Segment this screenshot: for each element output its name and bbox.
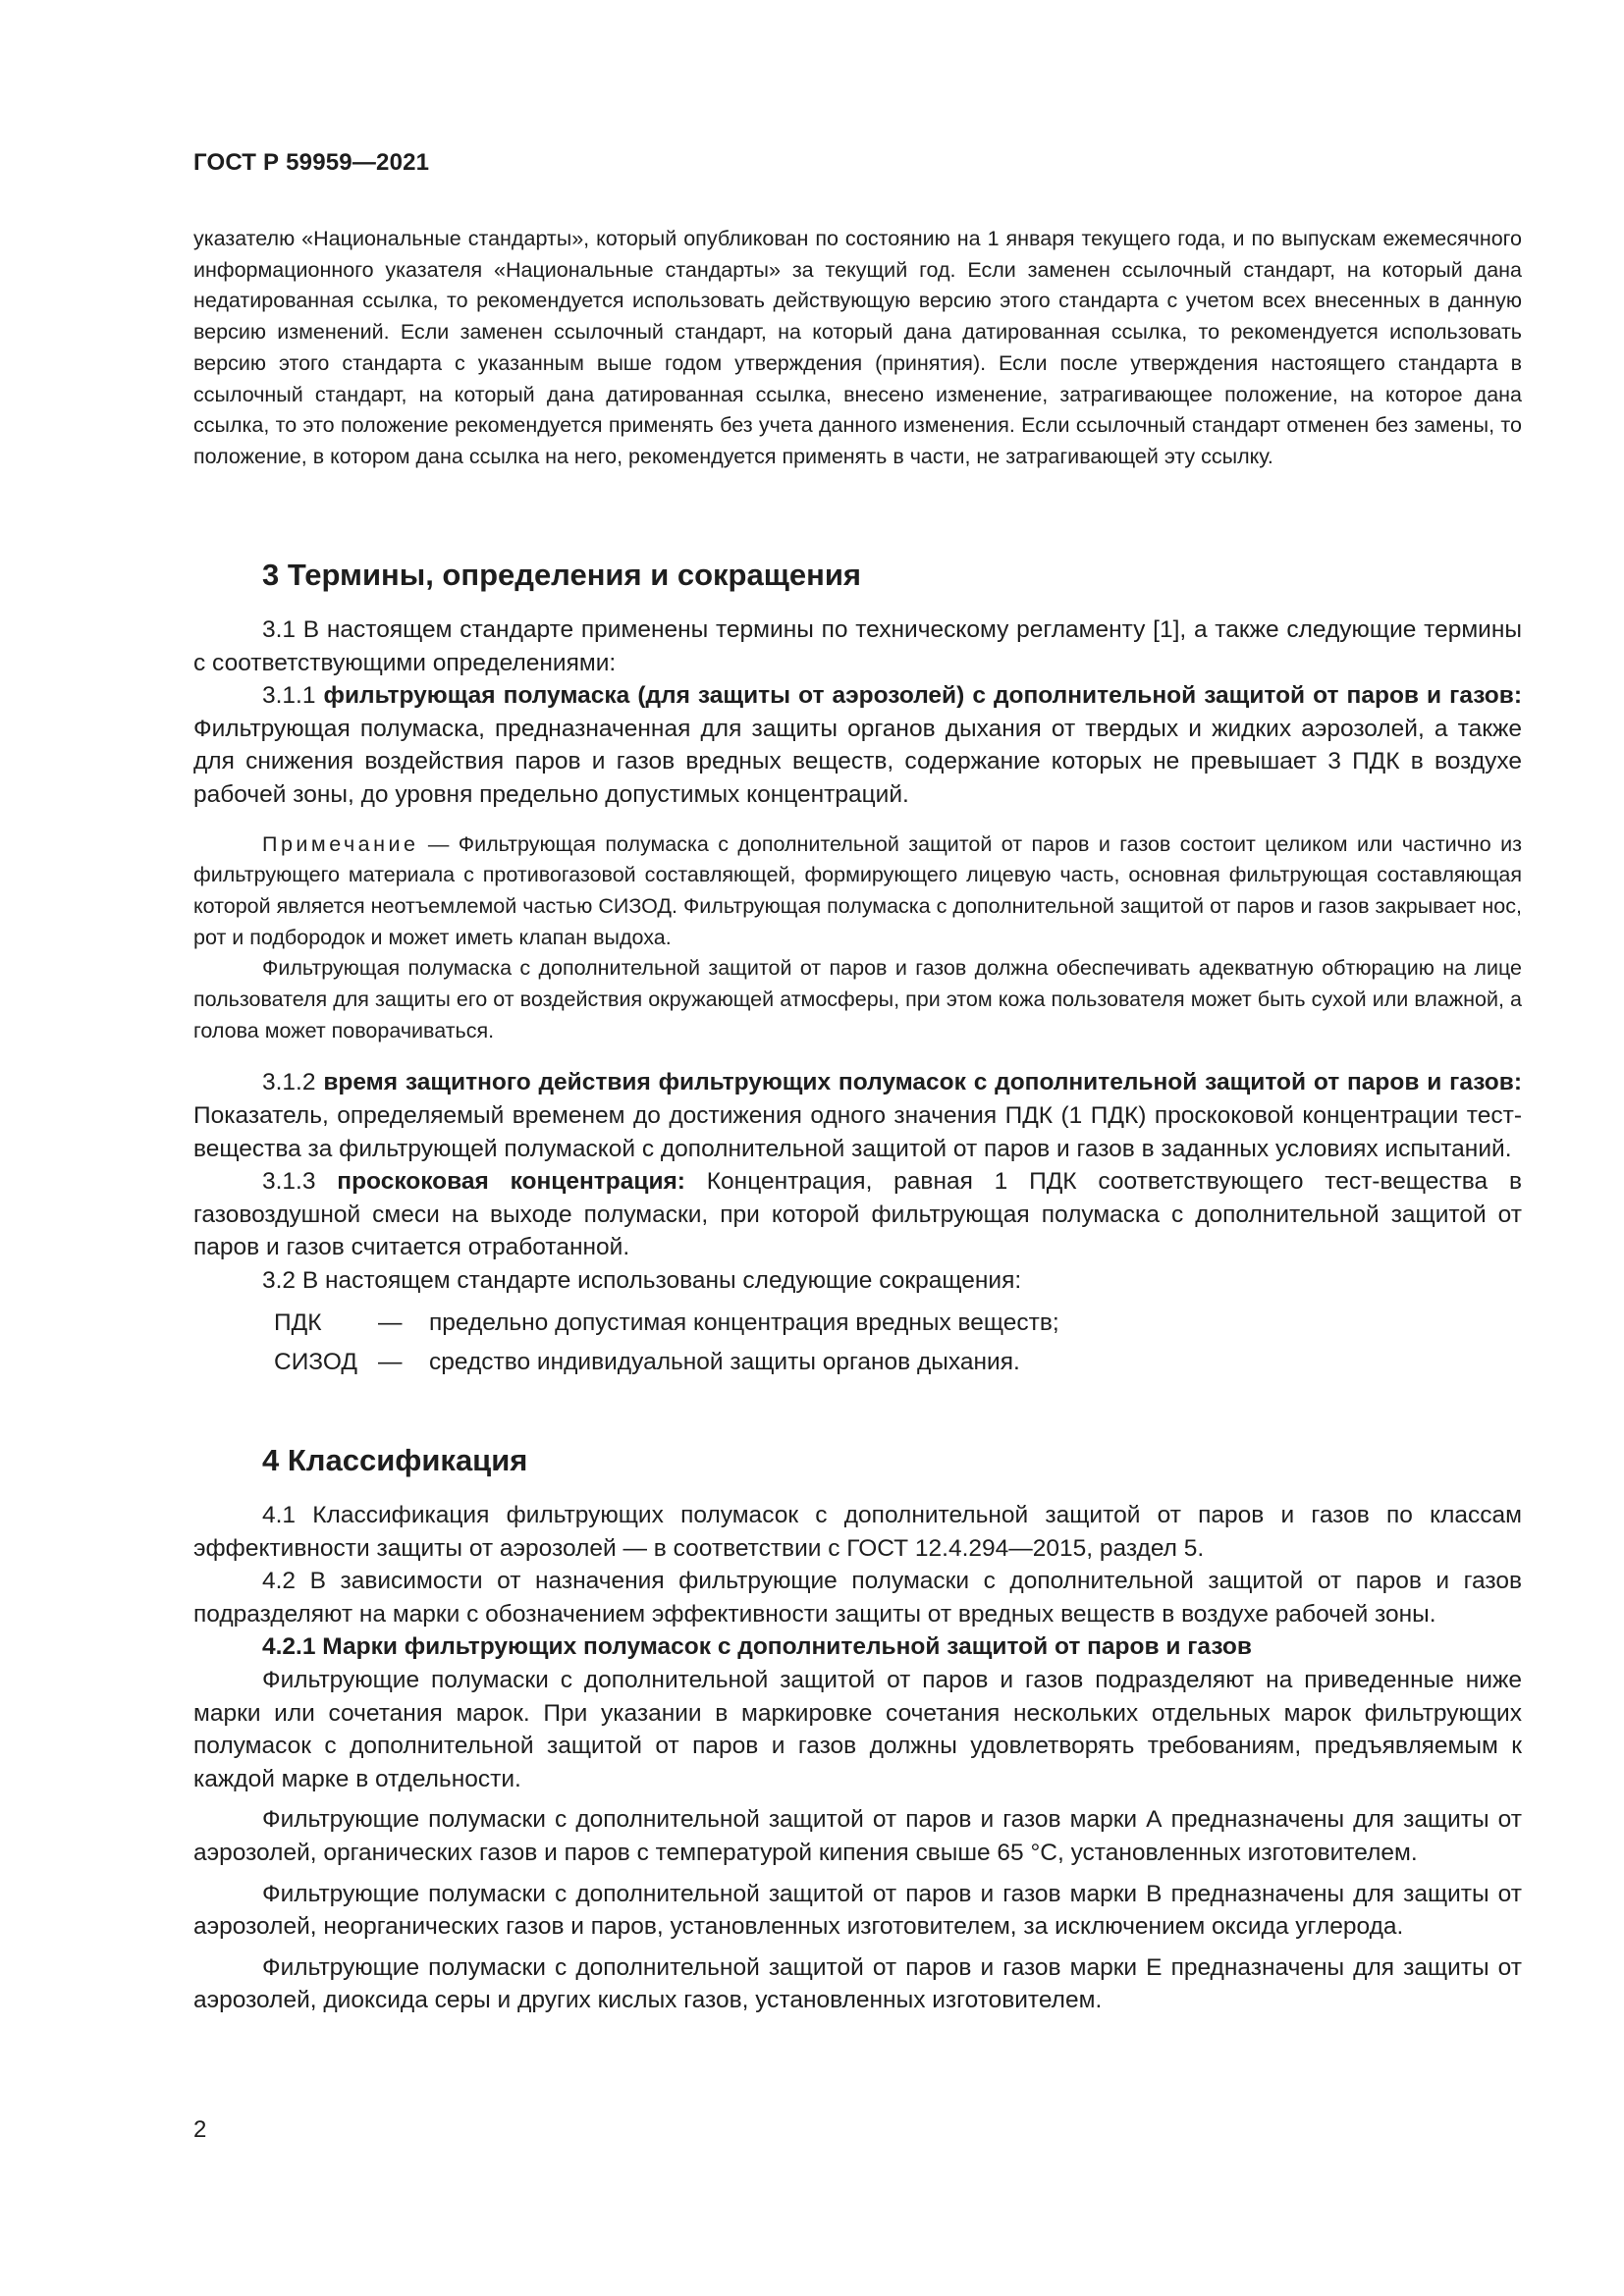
term-3-1-2-number: 3.1.2 (262, 1069, 324, 1096)
note-text: — Фильтрующая полумаска с дополнительной защитой от паров и газов состоит целиком или частично из фильтрующего материала с противогазовой составляющей, формирующего лицевую часть, основная фильтрующая составляющая которой является неотъемлемой частью СИЗОД. Фильтрующая полумаска с дополнительной защитой от паров и газов закрывает нос, рот и подбородок и может иметь клапан выдоха. (193, 831, 1522, 949)
paragraph-3-1: 3.1 В настоящем стандарте применены термины по техническому регламенту [1], а также следующие термины с соответствующими определениями: (193, 616, 1522, 676)
term-3-1-3-name: проскоковая концентрация: (337, 1168, 685, 1196)
note-3-1-1-continuation: Фильтрующая полумаска с дополнительной защитой от паров и газов должна обеспечивать адекватную обтюрацию на лице пользователя для защиты его от воздействия окружающей атмосферы, при этом кожа пользователя может быть сухой или влажной, а голова может поворачиваться. (193, 956, 1522, 1042)
abbreviation-term: СИЗОД (274, 1348, 357, 1375)
intro-paragraph: указателю «Национальные стандарты», который опубликован по состоянию на 1 января текущего года, и по выпускам ежемесячного информационного указателя «Национальные стандарты» за текущий год. Если заменен ссылочный стандарт, на который дана недатированная ссылка, то рекомендуется использовать действующую версию этого стандарта с учетом всех внесенных в данную версию изменений. Если заменен ссылочный стандарт, на который дана датированная ссылка, то рекомендуется использовать версию этого стандарта с указанным выше годом утверждения (принятия). Если после утверждения настоящего стандарта в ссылочный стандарт, на который дана датированная ссылка, внесено изменение, затрагивающее положение, на которое дана ссылка, то это положение рекомендуется применять без учета данного изменения. Если ссылочный стандарт отменен без замены, то положение, в котором дана ссылка на него, рекомендуется применять в части, не затрагивающей эту ссылку. (193, 227, 1522, 468)
paragraph-4-1: 4.1 Классификация фильтрующих полумасок с дополнительной защитой от паров и газов по классам эффективности защиты от аэрозолей — в соответствии с ГОСТ 12.4.294—2015, раздел 5. (193, 1502, 1522, 1562)
section-3-terms (193, 614, 1522, 1382)
document-header: ГОСТ Р 59959—2021 (193, 149, 430, 176)
section-4-body (193, 1499, 1522, 2017)
abbreviation-dash: — (378, 1308, 403, 1336)
intro-block (193, 224, 1522, 473)
term-3-1-1 (193, 679, 1522, 811)
abbreviation-row (193, 1304, 1522, 1343)
term-3-1-2 (193, 1066, 1522, 1165)
term-3-1-1-definition: Фильтрующая полумаска, предназначенная для защиты органов дыхания от твердых и жидких аэрозолей, а также для снижения воздействия паров и газов вредных веществ, содержание которых не превышает 3 ПДК в воздухе рабочей зоны, до уровня предельно допустимых концентраций. (193, 715, 1522, 808)
abbreviation-dash: — (378, 1348, 403, 1375)
abbreviation-term: ПДК (274, 1308, 322, 1336)
term-3-1-1-number: 3.1.1 (262, 682, 324, 710)
term-3-1-3 (193, 1165, 1522, 1264)
term-3-1-3-number: 3.1.3 (262, 1168, 338, 1196)
subsection-4-2-1-title: 4.2.1 Марки фильтрующих полумасок с дополнительной защитой от паров и газов (262, 1633, 1252, 1661)
term-3-1-3-definition: Концентрация, равная 1 ПДК соответствующего тест-вещества в газовоздушной смеси на выходе полумаски, при которой фильтрующая полумаска с дополнительной защитой от паров и газов считается отработанной. (193, 1168, 1522, 1261)
abbreviation-row (193, 1343, 1522, 1382)
abbreviation-meaning: средство индивидуальной защиты органов дыхания. (429, 1348, 1020, 1375)
paragraph-4-2: 4.2 В зависимости от назначения фильтрующие полумаски с дополнительной защитой от паров и газов подразделяют на марки с обозначением эффективности защиты от вредных веществ в воздухе рабочей зоны. (193, 1568, 1522, 1628)
paragraph-mark-e: Фильтрующие полумаски с дополнительной защитой от паров и газов марки Е предназначены для защиты от аэрозолей, диоксида серы и других кислых газов, установленных изготовителем. (193, 1953, 1522, 2014)
section-4-title: 4 Классификация (262, 1443, 528, 1477)
section-3-title: 3 Термины, определения и сокращения (262, 558, 861, 592)
term-3-1-1-name: фильтрующая полумаска (для защиты от аэрозолей) с дополнительной защитой от паров и газов: (323, 682, 1522, 710)
term-3-1-2-definition: Показатель, определяемый временем до достижения одного значения ПДК (1 ПДК) проскоковой концентрации тест-вещества за фильтрующей полумаской с дополнительной защитой от паров и газов в заданных условиях испытаний. (193, 1102, 1522, 1162)
note-3-1-1 (193, 829, 1522, 954)
abbreviation-meaning: предельно допустимая концентрация вредных веществ; (429, 1308, 1059, 1336)
note-label: Примечание (262, 831, 419, 856)
paragraph-marks-general: Фильтрующие полумаски с дополнительной защитой от паров и газов подразделяют на приведенные ниже марки или сочетания марок. При указании в маркировке сочетания нескольких отдельных марок фильтрующих полумасок с дополнительной защитой от паров и газов должны удовлетворять требованиям, предъявляемым к каждой марке в отдельности. (193, 1666, 1522, 1792)
term-3-1-2-name: время защитного действия фильтрующих полумасок с дополнительной защитой от паров и газов: (323, 1069, 1522, 1096)
paragraph-3-2: 3.2 В настоящем стандарте использованы следующие сокращения: (262, 1267, 1022, 1295)
paragraph-mark-b: Фильтрующие полумаски с дополнительной защитой от паров и газов марки В предназначены для защиты от аэрозолей, неорганических газов и паров, установленных изготовителем, за исключением оксида углерода. (193, 1880, 1522, 1941)
paragraph-mark-a: Фильтрующие полумаски с дополнительной защитой от паров и газов марки А предназначены для защиты от аэрозолей, органических газов и паров с температурой кипения свыше 65 °С, установленных изготовителем. (193, 1806, 1522, 1866)
page-number: 2 (193, 2116, 207, 2143)
